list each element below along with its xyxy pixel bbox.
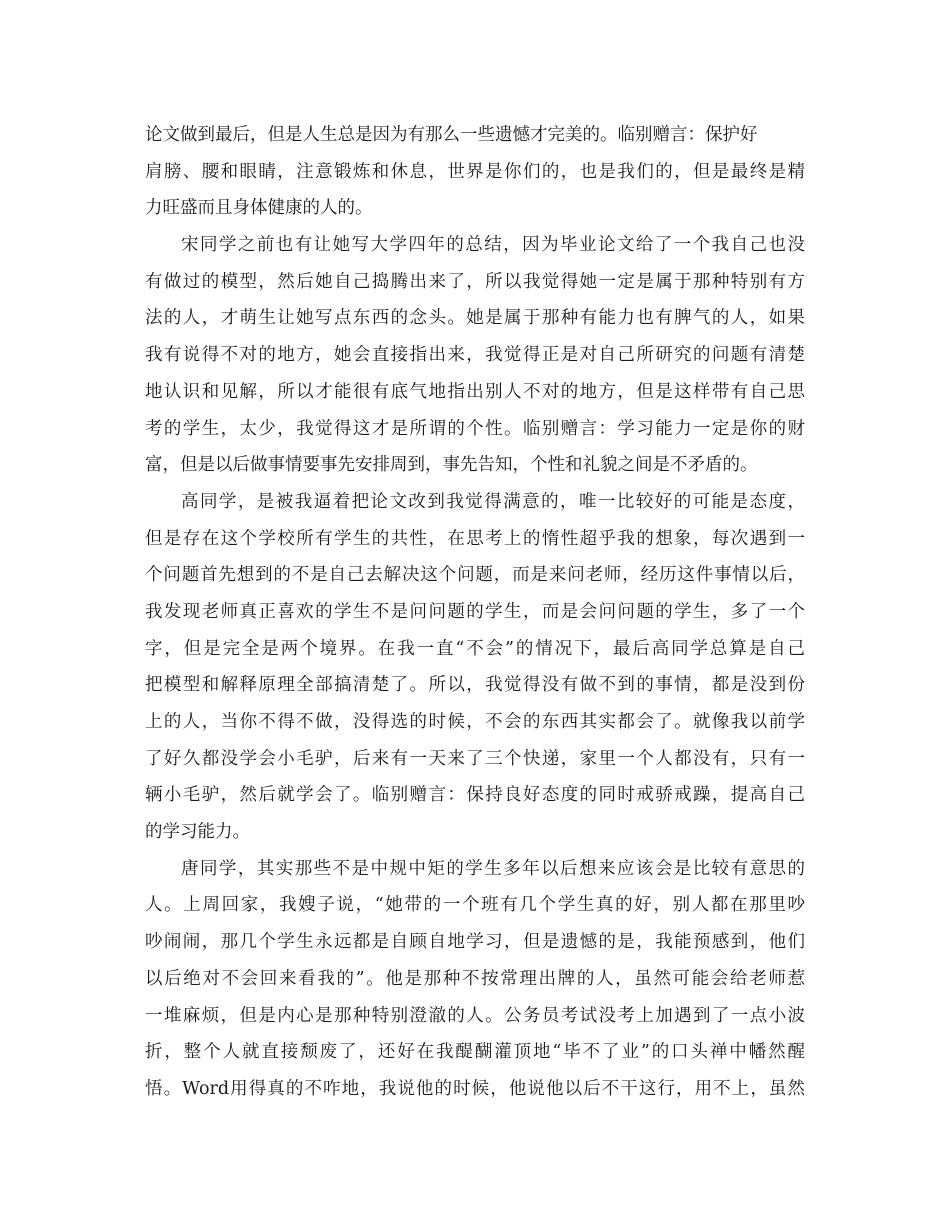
text-line: 富，但是以后做事情要事先安排周到，事先告知，个性和礼貌之间是不矛盾的。	[145, 455, 758, 476]
text-line: 个问题首先想到的不是自己去解决这个问题，而是来问老师，经历这件事情以后，	[145, 565, 805, 586]
text-line: 肩膀、腰和眼睛，注意锻炼和休息，世界是你们的，也是我们的，但是最终是精	[145, 161, 805, 182]
text-line: 力旺盛而且身体健康的人的。	[145, 198, 373, 219]
paragraph-first-line: 高同学，是被我逼着把论文改到我觉得满意的，唯一比较好的可能是态度，	[181, 491, 805, 512]
text-line: 法的人，才萌生让她写点东西的念头。她是属于那种有能力也有脾气的人，如果	[145, 308, 805, 329]
text-line: 把模型和解释原理全部搞清楚了。所以，我觉得没有做不到的事情，都是没到份	[145, 675, 805, 696]
text-line: 我有说得不对的地方，她会直接指出来，我觉得正是对自己所研究的问题有清楚	[145, 345, 805, 366]
document-body	[145, 117, 805, 1108]
text-line: 地认识和见解，所以才能很有底气地指出别人不对的地方，但是这样带有自己思	[145, 381, 805, 402]
text-line: 考的学生，太少，我觉得这才是所谓的个性。临别赠言：学习能力一定是你的财	[145, 418, 805, 439]
text-line: 以后绝对不会回来看我的”。他是那种不按常理出牌的人，虽然可能会给老师惹	[145, 968, 805, 989]
text-line: 一堆麻烦，但是内心是那种特别澄澈的人。公务员考试没考上加遇到了一点小波	[145, 1005, 805, 1026]
text-line: 折，整个人就直接颓废了，还好在我醍醐灌顶地“毕不了业”的口头禅中幡然醒	[145, 1042, 805, 1063]
text-line: 有做过的模型，然后她自己捣腾出来了，所以我觉得她一定是属于那种特别有方	[145, 271, 805, 292]
text-line: 字，但是完全是两个境界。在我一直“不会”的情况下，最后高同学总算是自己	[145, 638, 805, 659]
text-line: 辆小毛驴，然后就学会了。临别赠言：保持良好态度的同时戒骄戒躁，提高自己	[145, 785, 805, 806]
text-line: 上的人，当你不得不做，没得选的时候，不会的东西其实都会了。就像我以前学	[145, 712, 805, 732]
paragraph-first-line: 唐同学，其实那些不是中规中矩的学生多年以后想来应该会是比较有意思的	[181, 858, 805, 879]
text-line: 的学习能力。	[145, 822, 250, 843]
text-line: 论文做到最后，但是人生总是因为有那么一些遗憾才完美的。临别赠言：保护好	[145, 125, 758, 145]
text-line: 人。上周回家，我嫂子说，“她带的一个班有几个学生真的好，别人都在那里吵	[145, 895, 805, 916]
text-line: 悟。Word用得真的不咋地，我说他的时候，他说他以后不干这行，用不上，虽然	[145, 1078, 805, 1099]
text-line: 我发现老师真正喜欢的学生不是问问题的学生，而是会问问题的学生，多了一个	[145, 601, 805, 622]
text-line: 但是存在这个学校所有学生的共性，在思考上的惰性超乎我的想象，每次遇到一	[145, 528, 805, 549]
paragraph-first-line: 宋同学之前也有让她写大学四年的总结，因为毕业论文给了一个我自己也没	[181, 235, 805, 256]
text-line: 了好久都没学会小毛驴，后来有一天来了三个快递，家里一个人都没有，只有一	[145, 748, 805, 769]
text-line: 吵闹闹，那几个学生永远都是自顾自地学习，但是遗憾的是，我能预感到，他们	[145, 932, 805, 953]
